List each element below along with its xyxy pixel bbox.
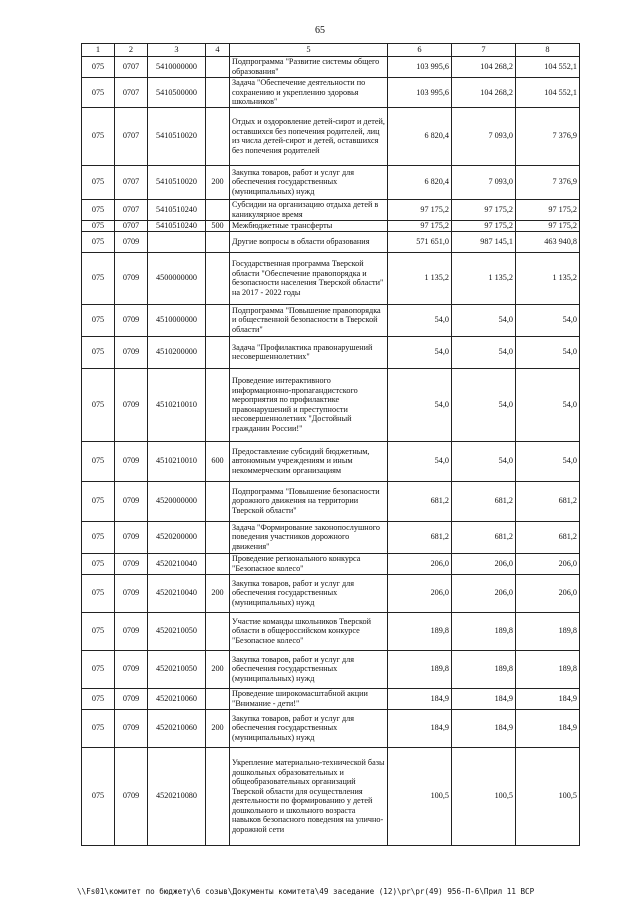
expense-type-cell (206, 231, 230, 252)
amount-year1-cell: 681,2 (388, 521, 452, 553)
expense-type-cell (206, 521, 230, 553)
amount-year1-cell: 100,5 (388, 747, 452, 845)
section-code-cell: 0707 (115, 199, 148, 220)
table-row (82, 688, 580, 709)
code-ministry-cell: 075 (82, 688, 115, 709)
code-ministry-cell: 075 (82, 336, 115, 368)
code-ministry-cell: 075 (82, 709, 115, 747)
table-row (82, 553, 580, 574)
target-article-cell: 4520000000 (148, 481, 206, 521)
amount-year1-cell: 184,9 (388, 688, 452, 709)
target-article-cell: 4510210010 (148, 368, 206, 441)
target-article-cell: 4520200000 (148, 521, 206, 553)
amount-year1-cell: 206,0 (388, 553, 452, 574)
table-body (82, 57, 580, 846)
amount-year2-cell: 54,0 (452, 304, 516, 336)
item-name-cell: Укрепление материально-технической базы дошкольных образовательных и общеобразовательных организаций Тверской области для осуществления деятельности по формированию у детей дошкольного и школьного возраста навыков безопасного поведения на улично-дорожной сети (230, 747, 388, 845)
code-ministry-cell: 075 (82, 57, 115, 78)
amount-year3-cell: 206,0 (516, 553, 580, 574)
table-row (82, 78, 580, 108)
target-article-cell: 5410000000 (148, 57, 206, 78)
table-row (82, 252, 580, 304)
target-article-cell: 4520210080 (148, 747, 206, 845)
table-row (82, 336, 580, 368)
amount-year1-cell: 189,8 (388, 612, 452, 650)
item-name-cell: Проведение регионального конкурса "Безопасное колесо" (230, 553, 388, 574)
section-code-cell: 0709 (115, 481, 148, 521)
section-code-cell: 0709 (115, 441, 148, 481)
amount-year1-cell: 97 175,2 (388, 199, 452, 220)
amount-year2-cell: 681,2 (452, 481, 516, 521)
code-ministry-cell: 075 (82, 231, 115, 252)
amount-year3-cell: 184,9 (516, 688, 580, 709)
expense-type-cell (206, 78, 230, 108)
code-ministry-cell: 075 (82, 78, 115, 108)
table-row (82, 199, 580, 220)
amount-year3-cell: 463 940,8 (516, 231, 580, 252)
target-article-cell: 4520210050 (148, 650, 206, 688)
amount-year3-cell: 104 552,1 (516, 78, 580, 108)
item-name-cell: Закупка товаров, работ и услуг для обеспечения государственных (муниципальных) нужд (230, 650, 388, 688)
section-code-cell: 0707 (115, 57, 148, 78)
section-code-cell: 0709 (115, 231, 148, 252)
amount-year2-cell: 7 093,0 (452, 165, 516, 199)
expense-type-cell (206, 612, 230, 650)
amount-year1-cell: 1 135,2 (388, 252, 452, 304)
section-code-cell: 0709 (115, 574, 148, 612)
header-cell-4: 4 (206, 44, 230, 57)
table-row (82, 441, 580, 481)
amount-year3-cell: 1 135,2 (516, 252, 580, 304)
amount-year3-cell: 97 175,2 (516, 220, 580, 231)
amount-year1-cell: 54,0 (388, 336, 452, 368)
item-name-cell: Задача "Обеспечение деятельности по сохранению и укреплению здоровья школьников" (230, 78, 388, 108)
amount-year3-cell: 681,2 (516, 521, 580, 553)
item-name-cell: Подпрограмма "Повышение правопорядка и общественной безопасности в Тверской области" (230, 304, 388, 336)
amount-year3-cell: 681,2 (516, 481, 580, 521)
section-code-cell: 0707 (115, 78, 148, 108)
code-ministry-cell: 075 (82, 220, 115, 231)
amount-year3-cell: 97 175,2 (516, 199, 580, 220)
amount-year1-cell: 54,0 (388, 304, 452, 336)
header-cell-2: 2 (115, 44, 148, 57)
section-code-cell: 0709 (115, 650, 148, 688)
table-row (82, 481, 580, 521)
expense-type-cell: 200 (206, 709, 230, 747)
expense-type-cell (206, 553, 230, 574)
amount-year2-cell: 104 268,2 (452, 57, 516, 78)
section-code-cell: 0709 (115, 553, 148, 574)
amount-year3-cell: 7 376,9 (516, 165, 580, 199)
expense-type-cell (206, 336, 230, 368)
amount-year1-cell: 681,2 (388, 481, 452, 521)
table-row (82, 709, 580, 747)
section-code-cell: 0709 (115, 521, 148, 553)
header-row (82, 44, 580, 57)
expense-type-cell: 200 (206, 650, 230, 688)
amount-year3-cell: 206,0 (516, 574, 580, 612)
expense-type-cell (206, 368, 230, 441)
section-code-cell: 0709 (115, 368, 148, 441)
expense-type-cell (206, 688, 230, 709)
header-cell-5: 5 (230, 44, 388, 57)
code-ministry-cell: 075 (82, 252, 115, 304)
section-code-cell: 0707 (115, 107, 148, 165)
amount-year3-cell: 54,0 (516, 336, 580, 368)
amount-year3-cell: 54,0 (516, 304, 580, 336)
item-name-cell: Задача "Профилактика правонарушений несовершеннолетних" (230, 336, 388, 368)
code-ministry-cell: 075 (82, 747, 115, 845)
amount-year1-cell: 97 175,2 (388, 220, 452, 231)
amount-year1-cell: 206,0 (388, 574, 452, 612)
code-ministry-cell: 075 (82, 574, 115, 612)
table-header (82, 44, 580, 57)
item-name-cell: Государственная программа Тверской области "Обеспечение правопорядка и безопасности населения Тверской области" на 2017 - 2022 годы (230, 252, 388, 304)
item-name-cell: Закупка товаров, работ и услуг для обеспечения государственных (муниципальных) нужд (230, 574, 388, 612)
amount-year1-cell: 54,0 (388, 441, 452, 481)
expense-type-cell: 200 (206, 574, 230, 612)
expense-type-cell (206, 199, 230, 220)
section-code-cell: 0709 (115, 336, 148, 368)
code-ministry-cell: 075 (82, 553, 115, 574)
amount-year2-cell: 681,2 (452, 521, 516, 553)
target-article-cell: 5410500000 (148, 78, 206, 108)
item-name-cell: Межбюджетные трансферты (230, 220, 388, 231)
amount-year1-cell: 6 820,4 (388, 107, 452, 165)
amount-year2-cell: 97 175,2 (452, 199, 516, 220)
target-article-cell: 4510210010 (148, 441, 206, 481)
expense-type-cell: 500 (206, 220, 230, 231)
amount-year3-cell: 7 376,9 (516, 107, 580, 165)
amount-year2-cell: 7 093,0 (452, 107, 516, 165)
code-ministry-cell: 075 (82, 441, 115, 481)
expense-type-cell: 600 (206, 441, 230, 481)
target-article-cell: 4500000000 (148, 252, 206, 304)
expense-type-cell (206, 107, 230, 165)
amount-year3-cell: 54,0 (516, 441, 580, 481)
footer-path: \\Fs01\комитет по бюджету\6 созыв\Документы комитета\49 заседание (12)\pr\pr(49) 956-П-6\Прил 11 ВСР (77, 887, 535, 896)
target-article-cell: 5410510240 (148, 220, 206, 231)
code-ministry-cell: 075 (82, 199, 115, 220)
item-name-cell: Субсидии на организацию отдыха детей в каникулярное время (230, 199, 388, 220)
item-name-cell: Другие вопросы в области образования (230, 231, 388, 252)
table-row (82, 574, 580, 612)
amount-year2-cell: 184,9 (452, 709, 516, 747)
code-ministry-cell: 075 (82, 368, 115, 441)
table-row (82, 220, 580, 231)
code-ministry-cell: 075 (82, 650, 115, 688)
amount-year1-cell: 184,9 (388, 709, 452, 747)
header-cell-1: 1 (82, 44, 115, 57)
expense-type-cell (206, 304, 230, 336)
table-row (82, 304, 580, 336)
amount-year1-cell: 6 820,4 (388, 165, 452, 199)
section-code-cell: 0707 (115, 220, 148, 231)
amount-year2-cell: 1 135,2 (452, 252, 516, 304)
amount-year2-cell: 189,8 (452, 650, 516, 688)
target-article-cell: 5410510020 (148, 107, 206, 165)
item-name-cell: Подпрограмма "Повышение безопасности дорожного движения на территории Тверской области" (230, 481, 388, 521)
table-row (82, 165, 580, 199)
target-article-cell: 5410510240 (148, 199, 206, 220)
code-ministry-cell: 075 (82, 612, 115, 650)
amount-year2-cell: 54,0 (452, 441, 516, 481)
amount-year2-cell: 100,5 (452, 747, 516, 845)
section-code-cell: 0709 (115, 252, 148, 304)
section-code-cell: 0709 (115, 304, 148, 336)
target-article-cell: 4510200000 (148, 336, 206, 368)
code-ministry-cell: 075 (82, 304, 115, 336)
header-cell-6: 6 (388, 44, 452, 57)
amount-year2-cell: 54,0 (452, 336, 516, 368)
expense-type-cell (206, 747, 230, 845)
item-name-cell: Проведение интерактивного информационно-пропагандистского мероприятия по профилактике правонарушений и преступности несовершеннолетних "Достойный гражданин России!" (230, 368, 388, 441)
expense-type-cell: 200 (206, 165, 230, 199)
amount-year3-cell: 189,8 (516, 650, 580, 688)
table-row (82, 612, 580, 650)
target-article-cell: 4520210060 (148, 688, 206, 709)
target-article-cell: 4520210050 (148, 612, 206, 650)
amount-year1-cell: 103 995,6 (388, 78, 452, 108)
section-code-cell: 0709 (115, 688, 148, 709)
table-row (82, 650, 580, 688)
item-name-cell: Проведение широкомасштабной акции "Внимание - дети!" (230, 688, 388, 709)
amount-year2-cell: 206,0 (452, 574, 516, 612)
amount-year3-cell: 100,5 (516, 747, 580, 845)
budget-table (81, 43, 580, 846)
section-code-cell: 0709 (115, 709, 148, 747)
code-ministry-cell: 075 (82, 107, 115, 165)
table-row (82, 231, 580, 252)
expense-type-cell (206, 481, 230, 521)
target-article-cell: 4520210040 (148, 574, 206, 612)
table-row (82, 521, 580, 553)
target-article-cell: 4520210040 (148, 553, 206, 574)
item-name-cell: Закупка товаров, работ и услуг для обеспечения государственных (муниципальных) нужд (230, 709, 388, 747)
code-ministry-cell: 075 (82, 481, 115, 521)
amount-year3-cell: 54,0 (516, 368, 580, 441)
amount-year2-cell: 987 145,1 (452, 231, 516, 252)
item-name-cell: Предоставление субсидий бюджетным, автономным учреждениям и иным некоммерческим организациям (230, 441, 388, 481)
code-ministry-cell: 075 (82, 521, 115, 553)
section-code-cell: 0709 (115, 747, 148, 845)
target-article-cell: 4520210060 (148, 709, 206, 747)
table-row (82, 107, 580, 165)
table-row (82, 368, 580, 441)
amount-year1-cell: 54,0 (388, 368, 452, 441)
amount-year3-cell: 189,8 (516, 612, 580, 650)
item-name-cell: Участие команды школьников Тверской области в общероссийском конкурсе "Безопасное колесо" (230, 612, 388, 650)
table-row (82, 747, 580, 845)
amount-year1-cell: 103 995,6 (388, 57, 452, 78)
amount-year1-cell: 189,8 (388, 650, 452, 688)
item-name-cell: Закупка товаров, работ и услуг для обеспечения государственных (муниципальных) нужд (230, 165, 388, 199)
amount-year1-cell: 571 651,0 (388, 231, 452, 252)
header-cell-7: 7 (452, 44, 516, 57)
section-code-cell: 0707 (115, 165, 148, 199)
header-cell-8: 8 (516, 44, 580, 57)
amount-year2-cell: 189,8 (452, 612, 516, 650)
target-article-cell (148, 231, 206, 252)
expense-type-cell (206, 57, 230, 78)
target-article-cell: 4510000000 (148, 304, 206, 336)
item-name-cell: Задача "Формирование законопослушного поведения участников дорожного движения" (230, 521, 388, 553)
header-cell-3: 3 (148, 44, 206, 57)
item-name-cell: Отдых и оздоровление детей-сирот и детей, оставшихся без попечения родителей, лиц из числа детей-сирот и детей, оставшихся без попечения родителей (230, 107, 388, 165)
code-ministry-cell: 075 (82, 165, 115, 199)
amount-year2-cell: 104 268,2 (452, 78, 516, 108)
table-row (82, 57, 580, 78)
page-number: 65 (315, 25, 325, 36)
amount-year2-cell: 206,0 (452, 553, 516, 574)
target-article-cell: 5410510020 (148, 165, 206, 199)
amount-year2-cell: 54,0 (452, 368, 516, 441)
amount-year2-cell: 97 175,2 (452, 220, 516, 231)
amount-year3-cell: 184,9 (516, 709, 580, 747)
item-name-cell: Подпрограмма "Развитие системы общего образования" (230, 57, 388, 78)
section-code-cell: 0709 (115, 612, 148, 650)
expense-type-cell (206, 252, 230, 304)
amount-year3-cell: 104 552,1 (516, 57, 580, 78)
amount-year2-cell: 184,9 (452, 688, 516, 709)
